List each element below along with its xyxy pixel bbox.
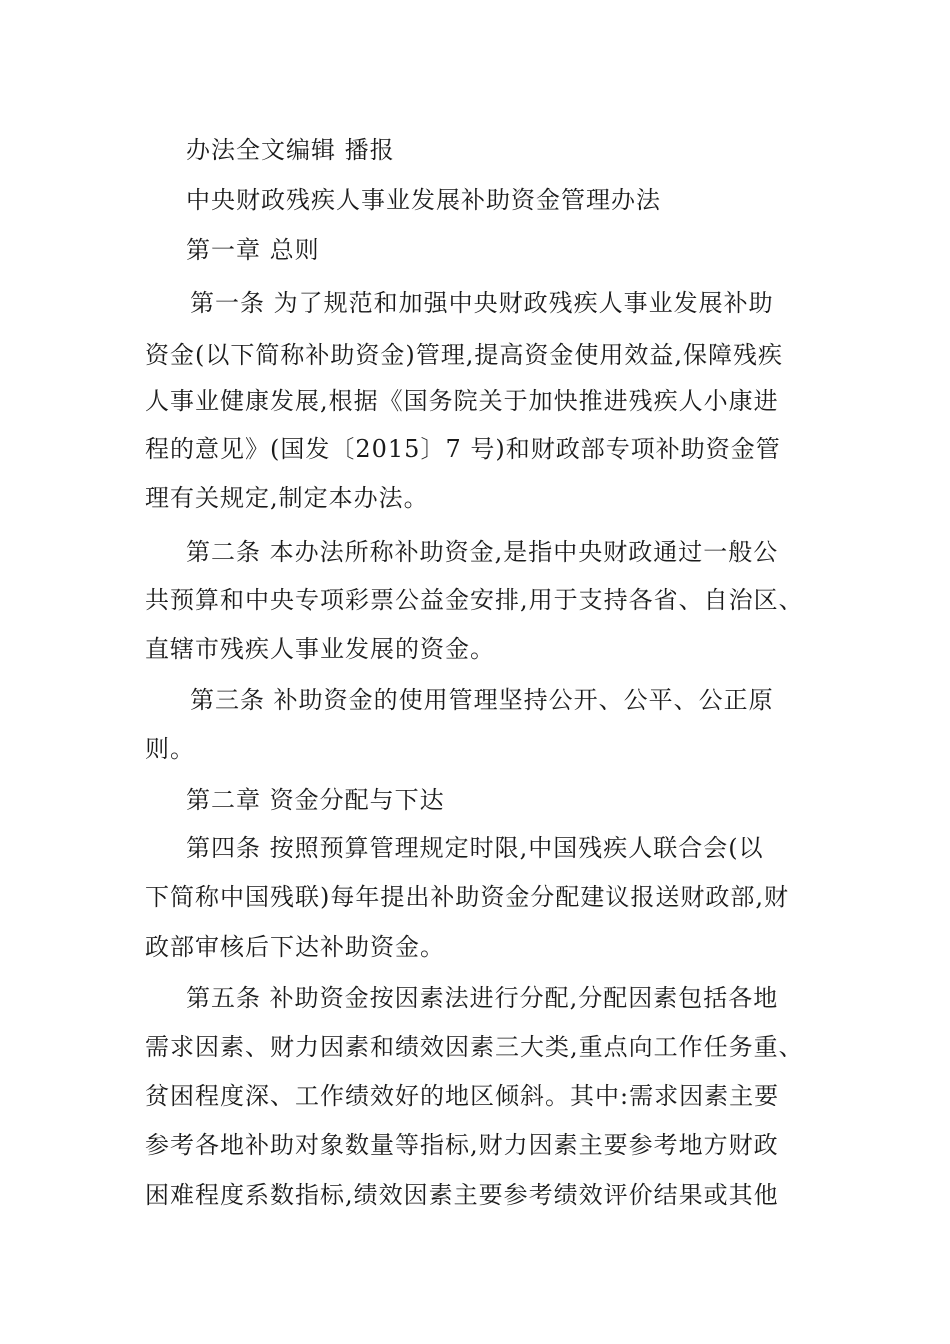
article-1-line-5: 理有关规定,制定本办法。 bbox=[145, 484, 429, 512]
article-5-line-1: 第五条 补助资金按因素法进行分配,分配因素包括各地 bbox=[186, 984, 779, 1012]
chapter-1-heading: 第一章 总则 bbox=[186, 236, 320, 264]
document-title: 中央财政残疾人事业发展补助资金管理办法 bbox=[186, 186, 661, 214]
article-4-line-1: 第四条 按照预算管理规定时限,中国残疾人联合会(以 bbox=[186, 834, 764, 862]
chapter-2-heading: 第二章 资金分配与下达 bbox=[186, 786, 445, 814]
article-2-line-3: 直辖市残疾人事业发展的资金。 bbox=[145, 635, 495, 663]
article-2-line-1: 第二条 本办法所称补助资金,是指中央财政通过一般公 bbox=[186, 538, 779, 566]
article-1-line-4: 程的意见》(国发〔2015〕7 号)和财政部专项补助资金管 bbox=[145, 435, 781, 463]
article-4-line-3: 政部审核后下达补助资金。 bbox=[145, 933, 445, 961]
article-5-line-3: 贫困程度深、工作绩效好的地区倾斜。其中:需求因素主要 bbox=[145, 1082, 780, 1110]
article-3-line-2: 则。 bbox=[145, 735, 195, 763]
article-5-line-5: 困难程度系数指标,绩效因素主要参考绩效评价结果或其他 bbox=[145, 1181, 779, 1209]
article-1-line-2: 资金(以下简称补助资金)管理,提高资金使用效益,保障残疾 bbox=[145, 341, 783, 369]
article-5-line-4: 参考各地补助对象数量等指标,财力因素主要参考地方财政 bbox=[145, 1131, 779, 1159]
header-line: 办法全文编辑 播报 bbox=[186, 136, 395, 164]
article-4-line-2: 下简称中国残联)每年提出补助资金分配建议报送财政部,财 bbox=[145, 883, 789, 911]
article-5-line-2: 需求因素、财力因素和绩效因素三大类,重点向工作任务重、 bbox=[145, 1033, 804, 1061]
article-2-line-2: 共预算和中央专项彩票公益金安排,用于支持各省、自治区、 bbox=[145, 586, 804, 614]
article-1-line-3: 人事业健康发展,根据《国务院关于加快推进残疾人小康进 bbox=[145, 387, 779, 415]
article-3-line-1: 第三条 补助资金的使用管理坚持公开、公平、公正原 bbox=[190, 686, 774, 714]
article-1-line-1: 第一条 为了规范和加强中央财政残疾人事业发展补助 bbox=[190, 289, 774, 317]
